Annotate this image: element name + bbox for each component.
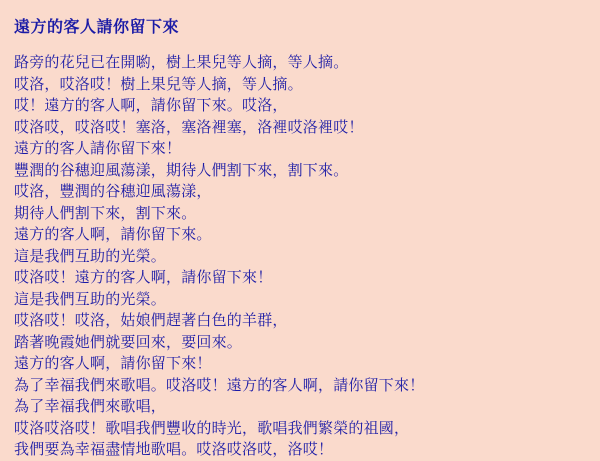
lyrics-body: [14, 52, 586, 461]
lyric-line: 哎洛哎！哎洛，姑娘們趕著白色的羊群，: [14, 311, 288, 329]
lyric-line: 我們要為幸福盡情地歌唱。哎洛哎洛哎，洛哎！: [14, 440, 334, 458]
lyric-line: 哎洛，豐潤的谷穗迎風蕩漾，: [14, 182, 212, 200]
lyric-line: 為了幸福我們來歌唱，: [14, 397, 167, 415]
lyric-line: 期待人們割下來，割下來。: [14, 203, 197, 222]
lyric-line: 遠方的客人啊，請你留下來。: [14, 225, 212, 243]
lyric-line: 哎洛哎洛哎！歌唱我們豐收的時光，歌唱我們繁榮的祖國，: [14, 418, 410, 437]
lyric-line: 哎洛哎，哎洛哎！塞洛，塞洛裡塞，洛裡哎洛裡哎！: [14, 117, 364, 136]
lyric-line: 踏著晚霞她們就要回來，要回來。: [14, 332, 243, 351]
lyric-line: 哎！遠方的客人啊，請你留下來。哎洛，: [14, 96, 288, 114]
lyric-line: 這是我們互助的光榮。: [14, 246, 167, 265]
lyric-line: 遠方的客人啊，請你留下來！: [14, 354, 212, 372]
lyric-line: 哎洛哎！遠方的客人啊，請你留下來！: [14, 268, 273, 286]
lyric-line: 遠方的客人請你留下來！: [14, 139, 182, 157]
lyric-line: 哎洛，哎洛哎！樹上果兒等人摘，等人摘。: [14, 74, 303, 93]
lyric-line: 豐潤的谷穗迎風蕩漾，期待人們割下來，割下來。: [14, 160, 349, 179]
page-title: 遠方的客人請你留下來: [14, 17, 180, 36]
lyric-line: 為了幸福我們來歌唱。哎洛哎！遠方的客人啊，請你留下來！: [14, 375, 425, 394]
lyric-line: 這是我們互助的光榮。: [14, 289, 167, 308]
lyric-line: 路旁的花兒已在開喲，樹上果兒等人摘，等人摘。: [14, 53, 349, 71]
